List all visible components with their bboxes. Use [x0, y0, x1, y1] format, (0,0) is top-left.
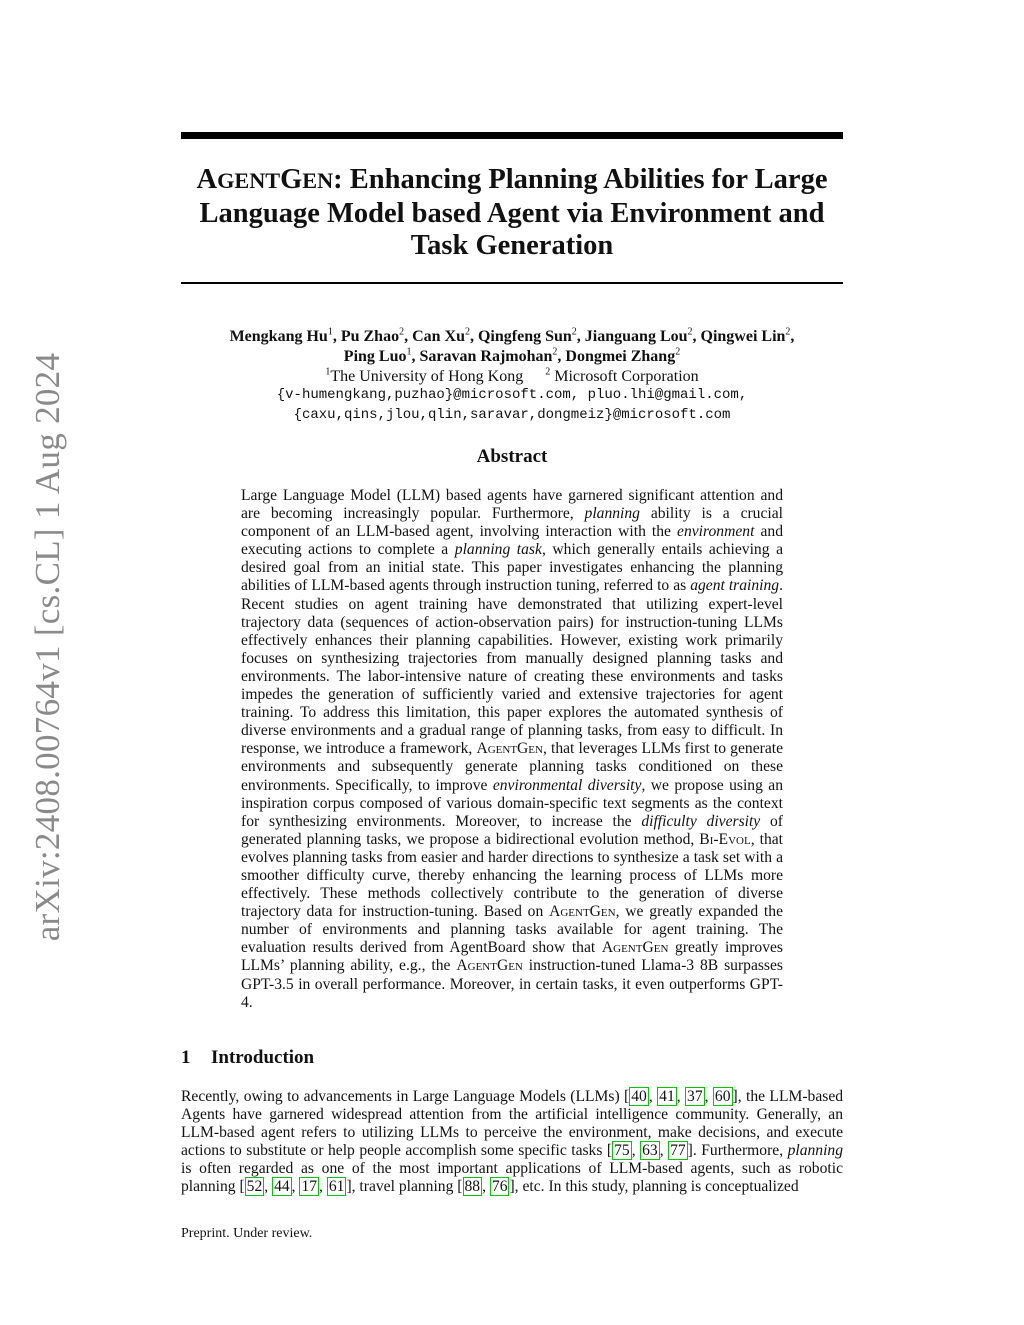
author-name: Qingwei Lin: [700, 328, 786, 345]
title-bottom-rule: [181, 282, 843, 284]
email-line-2: {caxu,qins,jlou,qlin,saravar,dongmeiz}@microsoft.com: [293, 406, 731, 423]
author-name: Can Xu: [412, 328, 465, 345]
author-affiliation-mark: 2: [687, 326, 693, 338]
citation-link[interactable]: 40: [631, 1088, 647, 1105]
citation-link[interactable]: 77: [670, 1142, 686, 1160]
abstract-text: Large Language Model (LLM) based agents have garnered significant attention and are becoming increasingly popular. Furthermore, planning ability is a crucial component of an LLM-based agent, involving interaction with the environment and executing actions to complete a planning task, which generally entails achieving a desired goal from an initial state. This paper investigates enhancing the planning abilities of LLM-based agents through instruction tuning, referred to as agent training. Recent studies on agent training have demonstrated that utilizing expert-level trajectory data (sequences of action-observation pairs) for instruction-tuning LLMs effectively enhances their planning capabilities. However, existing work primarily focuses on synthesizing trajectories from manually designed planning tasks and environments. The labor-intensive nature of creating these environments and tasks impedes the generation of sufficiently varied and extensive trajectories for agent training. To address this limitation, this paper explores the automated synthesis of diverse environments and a gradual range of planning tasks, from easy to difficult. In response, we introduce a framework, AgentGen, that leverages LLMs first to generate environments and subsequently generate planning tasks conditioned on these environments. Specifically, to improve environmental diversity, we propose using an inspiration corpus composed of various domain-specific text segments as the context for synthesizing environments. Moreover, to increase the difficulty diversity of generated planning tasks, we propose a bidirectional evolution method, Bi-Evol, that evolves planning tasks from easier and harder directions to synthesize a task set with a smoother difficulty curve, thereby enhancing the learning process of LLMs more effectively. These methods collectively contribute to the generation of diverse trajectory data for instruction-tuning. Based on AgentGen, we greatly expanded the number of environments and planning tasks available for agent training. The evaluation results derived from AgentBoard show that AgentGen greatly improves LLMs’ planning ability, e.g., the AgentGen instruction-tuned Llama-3 8B surpasses GPT-3.5 in overall performance. Moreover, in certain tasks, it even outperforms GPT-4.: [241, 487, 784, 1011]
title-name-gent: GENT: [217, 168, 281, 193]
paper-title: [181, 164, 843, 263]
introduction-heading: [181, 1047, 581, 1069]
framework-name: AgentGen: [476, 740, 543, 758]
introduction-text: Recently, owing to advancements in Large Language Models (LLMs) [ 40 , 41 , 37 , 60 ], the LLM-based Agents have garnered widespread attention from the artificial intelligence community. Generally, an LLM-based agent refers to utilizing LLMs to perceive the environment, make decisions, and execute actions to substitute or help people accomplish some specific tasks [ 75 , 63 , 77 ]. Furthermore, planning is often regarded as one of the most important applications of LLM-based agents, such as robotic planning [ 52 , 44 , 17 , 61 ], travel planning [ 88 , 76 ], etc. In this study, planning is conceptualized: [181, 1088, 844, 1196]
framework-name: AgentGen: [549, 903, 616, 921]
citation-link[interactable]: 76: [491, 1178, 508, 1196]
author-affiliation-mark: 2: [571, 326, 577, 338]
framework-name: AgentGen: [601, 939, 669, 957]
citation-link[interactable]: 44: [274, 1178, 290, 1196]
citation-link[interactable]: 61: [328, 1178, 345, 1196]
affiliation-name: Microsoft Corporation: [554, 368, 699, 385]
citation-link[interactable]: 17: [301, 1178, 318, 1196]
framework-name: AgentGen: [456, 957, 523, 975]
author-name: Qingfeng Sun: [477, 328, 572, 345]
citation-link[interactable]: 37: [687, 1088, 703, 1105]
author-name: Mengkang Hu: [229, 328, 328, 345]
citation-link[interactable]: 52: [246, 1178, 263, 1196]
affiliation-number: 2: [545, 366, 551, 378]
title-rest: : Enhancing Planning Abilities for Large Language Model based Agent via Environment and Task Generation: [199, 164, 828, 261]
author-affiliation-mark: 2: [675, 346, 681, 358]
author-name: Saravan Rajmohan: [419, 348, 553, 365]
citation-link[interactable]: 41: [659, 1088, 675, 1105]
affiliation-name: The University of Hong Kong: [330, 368, 524, 385]
title-name-g: G: [280, 164, 303, 195]
author-affiliation-mark: 1: [327, 326, 333, 338]
author-affiliation-mark: 2: [464, 326, 470, 338]
author-list: [181, 327, 843, 367]
section-title: Introduction: [211, 1047, 315, 1068]
author-affiliation-mark: 1: [406, 346, 412, 358]
email-line-1: {v-humengkang,puzhao}@microsoft.com, pluo.lhi@gmail.com,: [276, 387, 748, 403]
citation-link[interactable]: 88: [464, 1178, 481, 1196]
preprint-footer: Preprint. Under review.: [181, 1226, 313, 1241]
author-name: Dongmei Zhang: [565, 348, 676, 365]
citation-link[interactable]: 75: [614, 1142, 630, 1160]
citation-link[interactable]: 63: [642, 1142, 658, 1160]
section-number: 1: [181, 1047, 191, 1068]
affiliation-number: 1: [325, 366, 331, 378]
title-name-en: EN: [302, 168, 334, 193]
author-affiliation-mark: 2: [552, 346, 558, 358]
method-name: Bi-Evol: [699, 830, 751, 848]
title-top-rule: [181, 132, 843, 139]
author-name: Ping Luo: [343, 348, 407, 365]
author-name: Jianguang Lou: [584, 328, 688, 345]
author-emails: [181, 386, 843, 425]
author-affiliation-mark: 2: [399, 326, 405, 338]
author-affiliation-mark: 2: [785, 326, 791, 338]
author-line-1: Mengkang Hu$^1$, Pu Zhao$^2$, Can Xu$^2$, Qingfeng Sun$^2$, Jianguang Lou$^2$, Qingwei Lin$^2$,: [229, 326, 795, 345]
author-line-2: Ping Luo$^1$, Saravan Rajmohan$^2$, Dongmei Zhang$^2$: [343, 346, 681, 365]
citation-link[interactable]: 60: [714, 1088, 731, 1105]
title-name-a: A: [196, 164, 218, 195]
affiliations: [181, 367, 843, 387]
abstract-heading: Abstract: [476, 446, 548, 467]
arxiv-identifier: arXiv:2408.00764v1 [cs.CL] 1 Aug 2024: [28, 352, 67, 942]
author-name: Pu Zhao: [340, 328, 400, 345]
